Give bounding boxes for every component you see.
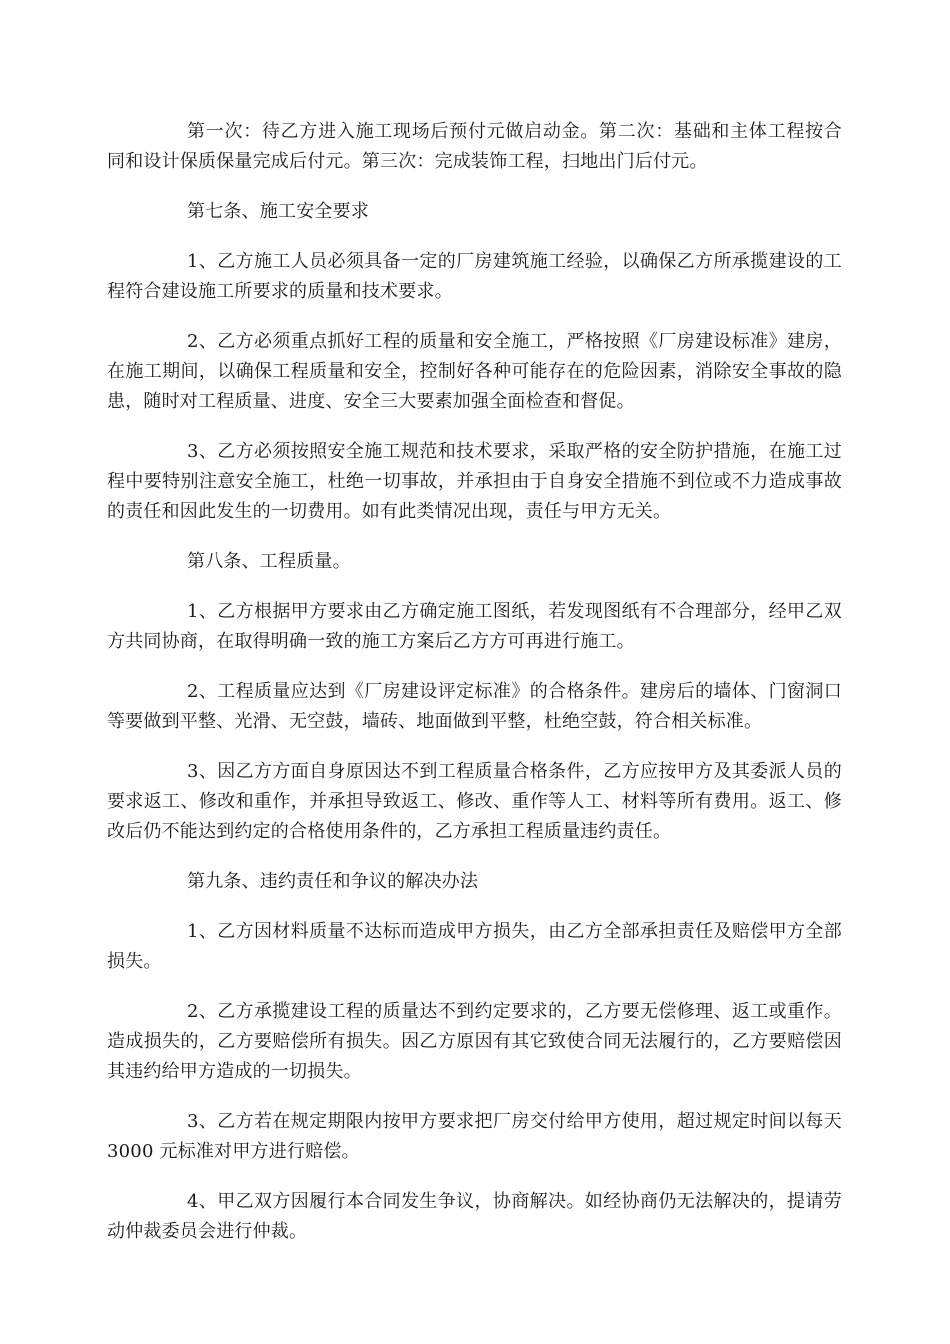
article-9-clause-2: 2、乙方承揽建设工程的质量达不到约定要求的，乙方要无偿修理、返工或重作。造成损失的，乙方要赔偿所有损失。因乙方原因有其它致使合同无法履行的，乙方要赔偿因其违约给甲方造成的一切损失。 <box>107 1001 842 1082</box>
article-8-clause-1: 1、乙方根据甲方要求由乙方确定施工图纸，若发现图纸有不合理部分，经甲乙双方共同协商，在取得明确一致的施工方案后乙方方可再进行施工。 <box>107 601 842 652</box>
article-7-clause-2: 2、乙方必须重点抓好工程的质量和安全施工，严格按照《厂房建设标准》建房，在施工期间，以确保工程质量和安全，控制好各种可能存在的危险因素，消除安全事故的隐患，随时对工程质量、进度、安全三大要素加强全面检查和督促。 <box>107 331 842 412</box>
article-7-clause-1: 1、乙方施工人员必须具备一定的厂房建筑施工经验，以确保乙方所承揽建设的工程符合建设施工所要求的质量和技术要求。 <box>107 251 842 302</box>
article-8-heading: 第八条、工程质量。 <box>187 551 351 572</box>
payment-schedule-paragraph: 第一次：待乙方进入施工现场后预付元做启动金。第二次：基础和主体工程按合同和设计保质保量完成后付元。第三次：完成装饰工程，扫地出门后付元。 <box>107 121 842 172</box>
article-9-clause-1: 1、乙方因材料质量不达标而造成甲方损失，由乙方全部承担责任及赔偿甲方全部损失。 <box>107 921 842 972</box>
article-9-clause-3: 3、乙方若在规定期限内按甲方要求把厂房交付给甲方使用，超过规定时间以每天 3000 元标准对甲方进行赔偿。 <box>107 1111 842 1162</box>
article-9-clause-4: 4、甲乙双方因履行本合同发生争议，协商解决。如经协商仍无法解决的，提请劳动仲裁委员会进行仲裁。 <box>107 1191 842 1242</box>
contract-body <box>107 117 842 1267</box>
article-8-clause-2: 2、工程质量应达到《厂房建设评定标准》的合格条件。建房后的墙体、门窗洞口等要做到平整、光滑、无空鼓，墙砖、地面做到平整，杜绝空鼓，符合相关标准。 <box>107 681 842 732</box>
article-9-heading: 第九条、违约责任和争议的解决办法 <box>187 871 479 892</box>
article-7-clause-3: 3、乙方必须按照安全施工规范和技术要求，采取严格的安全防护措施，在施工过程中要特别注意安全施工，杜绝一切事故，并承担由于自身安全措施不到位或不力造成事故的责任和因此发生的一切费用。如有此类情况出现，责任与甲方无关。 <box>107 441 842 522</box>
article-8-clause-3: 3、因乙方方面自身原因达不到工程质量合格条件，乙方应按甲方及其委派人员的要求返工、修改和重作，并承担导致返工、修改、重作等人工、材料等所有费用。返工、修改后仍不能达到约定的合格使用条件的，乙方承担工程质量违约责任。 <box>107 761 842 842</box>
article-7-heading: 第七条、施工安全要求 <box>187 201 369 222</box>
